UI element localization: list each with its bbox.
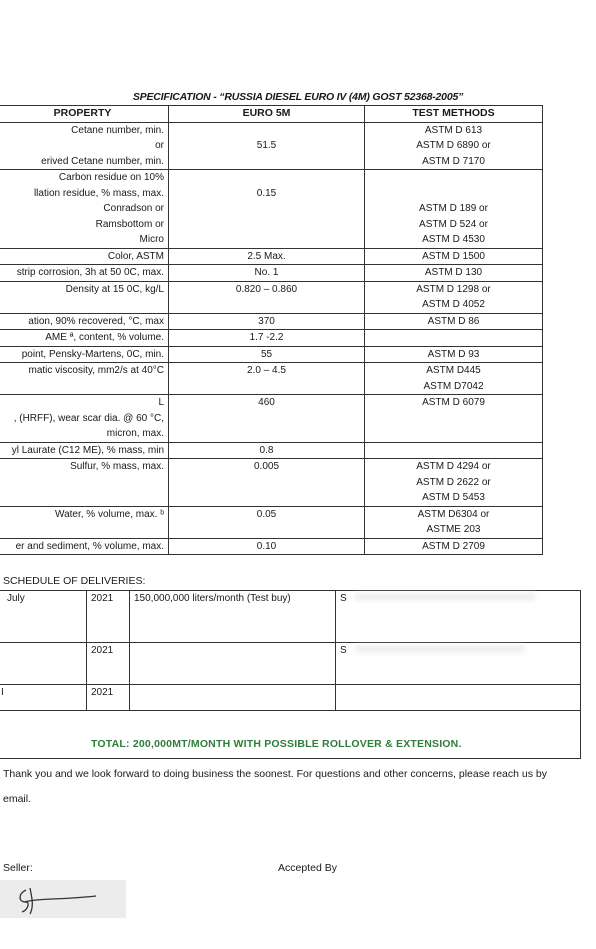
redacted-text xyxy=(355,593,535,601)
spec-value-line: 51.5 xyxy=(256,140,277,151)
spec-value-line xyxy=(172,217,361,233)
spec-value-cell xyxy=(169,363,365,395)
spec-methods-line xyxy=(368,170,539,186)
spec-property-cell xyxy=(0,265,169,282)
spec-property-line: Conradson or xyxy=(103,203,164,214)
spec-property-line: er and sediment, % volume, max. xyxy=(15,540,164,552)
spec-property-line: L xyxy=(158,397,164,408)
spec-property-cell xyxy=(0,170,169,249)
spec-methods-line: ASTM D7042 xyxy=(423,380,484,392)
spec-property-cell xyxy=(0,538,169,555)
schedule-month: I xyxy=(0,685,87,711)
schedule-note xyxy=(336,591,581,643)
spec-property-line: erived Cetane number, min. xyxy=(41,155,164,167)
spec-methods-cell xyxy=(365,281,543,313)
spec-row xyxy=(0,538,543,555)
spec-value-line xyxy=(172,201,361,217)
spec-value-cell xyxy=(169,459,365,507)
spec-methods-line xyxy=(368,411,539,427)
spec-methods-line: ASTM D 524 or xyxy=(419,218,488,230)
spec-value-line xyxy=(172,475,361,491)
spec-methods-line xyxy=(368,330,539,346)
spec-property-line: Color, ASTM xyxy=(107,250,164,262)
schedule-table xyxy=(0,590,581,759)
accepted-by-label: Accepted By xyxy=(278,862,337,874)
spec-property-cell xyxy=(0,363,169,395)
closing-text: Thank you and we look forward to doing business the soonest. For questions and other concerns, please reach us by email. xyxy=(3,768,547,805)
spec-row xyxy=(0,170,543,249)
spec-value-cell xyxy=(169,506,365,538)
spec-property-line: , (HRFF), wear scar dia. @ 60 °C, xyxy=(13,412,164,424)
seller-signature xyxy=(0,880,126,918)
spec-property-cell xyxy=(0,248,169,265)
spec-row xyxy=(0,442,543,459)
spec-methods-line: ASTM D 2709 xyxy=(422,540,485,552)
spec-row xyxy=(0,506,543,538)
spec-value-line xyxy=(172,154,361,170)
spec-property-line xyxy=(0,297,164,313)
spec-property-line xyxy=(0,379,164,395)
spec-property-line: Ramsbottom or xyxy=(95,218,164,230)
header-euro5m: EURO 5M xyxy=(169,106,365,123)
redacted-text xyxy=(355,645,525,653)
signature-scribble-icon xyxy=(0,880,126,918)
spec-methods-line: ASTM D 130 xyxy=(424,267,483,278)
spec-property-line: or xyxy=(155,140,164,151)
spec-value-line: 0.10 xyxy=(256,540,277,552)
spec-row xyxy=(0,313,543,330)
spec-row xyxy=(0,122,543,170)
seller-label: Seller: xyxy=(3,862,33,874)
schedule-year: 2021 xyxy=(87,643,130,685)
spec-methods-line: ASTM D 4294 or xyxy=(416,461,491,472)
spec-methods-line: ASTM D 7170 xyxy=(422,155,485,167)
spec-property-cell xyxy=(0,313,169,330)
spec-value-line xyxy=(172,123,361,139)
spec-property-line: Sulfur, % mass, max. xyxy=(70,461,164,472)
spec-property-line: Micro xyxy=(139,234,164,245)
spec-value-line: 2.5 Max. xyxy=(247,250,286,262)
spec-value-cell xyxy=(169,248,365,265)
spec-value-line: 370 xyxy=(258,315,275,327)
schedule-quantity xyxy=(130,643,336,685)
spec-value-line: 0.15 xyxy=(256,187,277,199)
spec-methods-cell xyxy=(365,248,543,265)
spec-methods-line: ASTM D 6890 or xyxy=(416,140,491,151)
spec-value-cell xyxy=(169,281,365,313)
spec-methods-cell xyxy=(365,346,543,363)
schedule-note xyxy=(336,643,581,685)
header-property: PROPERTY xyxy=(0,106,169,123)
schedule-row xyxy=(0,643,581,685)
spec-methods-line: ASTM D 4052 xyxy=(422,299,485,310)
spec-value-line xyxy=(172,522,361,538)
spec-property-line: llation residue, % mass, max. xyxy=(33,187,164,199)
spec-methods-line: ASTME 203 xyxy=(426,524,481,535)
spec-property-line xyxy=(0,490,164,506)
spec-property-line: Water, % volume, max. ᵇ xyxy=(55,508,164,520)
spec-methods-line xyxy=(368,186,539,202)
spec-property-line: micron, max. xyxy=(106,428,164,439)
spec-methods-line: ASTM D 5453 xyxy=(422,492,485,503)
spec-property-cell xyxy=(0,281,169,313)
schedule-heading: SCHEDULE OF DELIVERIES: xyxy=(3,575,146,587)
spec-property-line: matic viscosity, mm2/s at 40°C xyxy=(28,365,164,376)
spec-methods-line: ASTM D445 xyxy=(426,365,481,376)
spec-value-cell xyxy=(169,122,365,170)
spec-methods-line: ASTM D 6079 xyxy=(422,397,485,408)
document-title: SPECIFICATION - “RUSSIA DIESEL EURO IV (4M) GOST 52368-2005” xyxy=(132,91,464,103)
spec-property-cell xyxy=(0,122,169,170)
spec-value-line xyxy=(172,426,361,442)
spec-value-line xyxy=(172,411,361,427)
schedule-month: July xyxy=(0,591,87,643)
schedule-row xyxy=(0,591,581,643)
spec-property-cell xyxy=(0,442,169,459)
spec-value-line: 55 xyxy=(260,348,273,360)
spec-methods-line: ASTM D 2622 or xyxy=(416,476,491,488)
spec-value-line xyxy=(172,379,361,395)
spec-value-line: 2.0 – 4.5 xyxy=(247,365,286,376)
spec-property-line xyxy=(0,475,164,491)
spec-methods-line: ASTM D 189 or xyxy=(419,203,488,214)
schedule-row xyxy=(0,685,581,711)
schedule-note xyxy=(336,685,581,711)
spec-value-cell xyxy=(169,395,365,443)
spec-property-cell xyxy=(0,346,169,363)
spec-property-line: strip corrosion, 3h at 50 0C, max. xyxy=(16,267,164,278)
spec-methods-cell xyxy=(365,395,543,443)
spec-value-line xyxy=(172,490,361,506)
spec-value-cell xyxy=(169,170,365,249)
spec-methods-cell xyxy=(365,170,543,249)
schedule-total-row xyxy=(0,711,581,759)
spec-value-line: 0.005 xyxy=(253,461,280,472)
spec-value-line: 0.05 xyxy=(256,508,277,520)
spec-row xyxy=(0,363,543,395)
spec-property-line: AME ª, content, % volume. xyxy=(45,332,164,343)
spec-value-cell xyxy=(169,265,365,282)
spec-methods-line xyxy=(368,443,539,459)
spec-property-line xyxy=(0,522,164,538)
spec-methods-line xyxy=(368,426,539,442)
spec-value-cell xyxy=(169,538,365,555)
spec-property-cell xyxy=(0,459,169,507)
spec-value-line xyxy=(172,170,361,186)
spec-methods-line: ASTM D 93 xyxy=(427,348,480,360)
spec-methods-cell xyxy=(365,363,543,395)
spec-value-cell xyxy=(169,313,365,330)
spec-methods-cell xyxy=(365,538,543,555)
spec-property-cell xyxy=(0,395,169,443)
spec-methods-line: ASTM D 4530 xyxy=(422,234,485,245)
schedule-year: 2021 xyxy=(87,685,130,711)
specification-table xyxy=(0,105,543,555)
spec-methods-cell xyxy=(365,313,543,330)
spec-property-line: point, Pensky-Martens, 0C, min. xyxy=(21,348,164,360)
spec-value-cell xyxy=(169,442,365,459)
spec-row xyxy=(0,395,543,443)
spec-row xyxy=(0,281,543,313)
spec-methods-cell xyxy=(365,442,543,459)
spec-property-line: Density at 15 0C, kg/L xyxy=(65,283,164,295)
spec-methods-line: ASTM D 1500 xyxy=(422,250,485,262)
spec-methods-cell xyxy=(365,459,543,507)
spec-methods-line: ASTM D 1298 or xyxy=(416,283,491,295)
spec-property-cell xyxy=(0,330,169,347)
spec-value-line: 460 xyxy=(258,397,275,408)
spec-methods-line: ASTM D 86 xyxy=(427,315,480,327)
spec-header-row xyxy=(0,106,543,123)
spec-methods-cell xyxy=(365,265,543,282)
spec-property-line: ation, 90% recovered, °C, max xyxy=(28,315,164,327)
schedule-quantity xyxy=(130,685,336,711)
spec-property-line: Carbon residue on 10% xyxy=(58,172,164,183)
spec-property-line: yl Laurate (C12 ME), % mass, min xyxy=(11,444,164,456)
spec-value-cell xyxy=(169,330,365,347)
spec-row xyxy=(0,346,543,363)
spec-value-line: 0.820 – 0.860 xyxy=(235,283,298,295)
schedule-quantity: 150,000,000 liters/month (Test buy) xyxy=(130,591,336,643)
total-text: TOTAL: 200,000MT/MONTH WITH POSSIBLE ROLLOVER & EXTENSION. xyxy=(91,738,462,750)
spec-row xyxy=(0,330,543,347)
schedule-note-text: S xyxy=(340,645,347,656)
spec-value-line xyxy=(172,232,361,248)
spec-property-line: Cetane number, min. xyxy=(71,124,164,136)
spec-value-line: No. 1 xyxy=(254,267,279,278)
spec-methods-cell xyxy=(365,122,543,170)
spec-value-line: 0.8 xyxy=(259,444,274,456)
spec-row xyxy=(0,459,543,507)
spec-methods-line: ASTM D6304 or xyxy=(417,508,490,520)
header-test-methods: TEST METHODS xyxy=(365,106,543,123)
spec-methods-line: ASTM D 613 xyxy=(424,124,483,136)
spec-value-line: 1.7 -2.2 xyxy=(249,332,284,343)
spec-methods-cell xyxy=(365,330,543,347)
schedule-month xyxy=(0,643,87,685)
spec-value-line xyxy=(172,297,361,313)
spec-row xyxy=(0,265,543,282)
schedule-year: 2021 xyxy=(87,591,130,643)
spec-value-cell xyxy=(169,346,365,363)
schedule-note-text: S xyxy=(340,593,347,604)
spec-body xyxy=(0,122,543,555)
spec-property-cell xyxy=(0,506,169,538)
spec-row xyxy=(0,248,543,265)
spec-methods-cell xyxy=(365,506,543,538)
